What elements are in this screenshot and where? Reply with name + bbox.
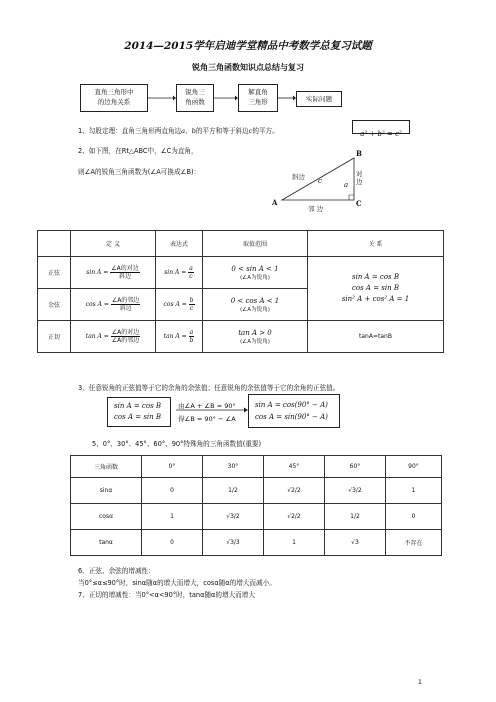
flow-box-4: 实际问题 xyxy=(296,91,342,107)
section-2-line2: 则∠A的锐角三角函数为(∠A可换成∠B)： xyxy=(78,168,201,176)
t1-def: sin A = $\frac{\text{∠A的对边}}{\text{斜边}}$ xyxy=(71,257,156,289)
t1-row-name: 余弦 xyxy=(38,289,71,321)
side-a: a xyxy=(344,181,349,189)
t1-def: cos A = $\frac{\text{∠A的邻边}}{\text{斜边}}$ xyxy=(71,289,156,321)
t2-cell: 1/2 xyxy=(203,478,264,504)
t2-row-name: sinα xyxy=(71,478,142,504)
complement-left-2: cos A = sin B xyxy=(114,413,162,421)
t2-cell: 1/2 xyxy=(325,504,386,530)
flow-box-3 xyxy=(238,84,278,112)
hyp-c: c xyxy=(318,177,322,185)
relation-4: tanA=tanB xyxy=(308,321,444,353)
t1-header-4: 关 系 xyxy=(308,231,444,257)
section-6-text: 当0°≤α≤90°时，sinα随α的增大而增大，cosα随α的增大而减小。 xyxy=(78,579,276,587)
triangle-diagram xyxy=(266,148,386,218)
opp-label xyxy=(356,170,363,186)
flow-box-1-line2: 的边角关系 xyxy=(97,98,131,106)
adj-label: 邻 边 xyxy=(308,205,324,213)
special-angle-table xyxy=(70,455,442,556)
t2-header-row xyxy=(71,456,442,478)
page-number: 1 xyxy=(417,678,422,686)
vertex-b: B xyxy=(356,149,362,158)
complement-box-right xyxy=(248,394,340,428)
t1-expr: tan A = $\frac{a}{b}$ xyxy=(156,321,203,353)
s1-text: 1、勾股定理：直角三角形两直角边 xyxy=(78,127,182,135)
s1-b: b xyxy=(191,127,196,135)
flow-arrow-3 xyxy=(278,94,296,102)
t2-row-tan xyxy=(71,530,442,556)
s1-sep: 、 xyxy=(185,127,192,135)
hyp-label: 斜边 xyxy=(292,173,305,181)
flow-box-3-line2: 三角形 xyxy=(248,98,268,106)
section-2-line1: 2、如下图，在Rt△ABC中，∠C为直角， xyxy=(78,147,198,155)
s1-mid: 的平方和等于斜边 xyxy=(195,127,249,135)
t2-cell: 0 xyxy=(142,478,203,504)
section-1 xyxy=(78,125,279,135)
section-5: 5、0°、30°、45°、60°、90°特殊角的三角函数值(重要) xyxy=(92,440,262,448)
page-subtitle: 锐角三角函数知识点总结与复习 xyxy=(192,63,304,72)
flow-box-3-line1: 解直角 xyxy=(248,88,268,96)
complement-mid-2: 得∠B = 90° − ∠A xyxy=(178,415,236,423)
t1-expr: sin A = $\frac{a}{c}$ xyxy=(156,257,203,289)
relation-2: cos A = sin B xyxy=(351,284,400,292)
section-6-title: 6、正弦、余弦的增减性： xyxy=(78,567,155,575)
pythagoras-formula-box xyxy=(352,120,410,138)
t1-expr: cos A = $\frac{b}{c}$ xyxy=(156,289,203,321)
t2-cell: √2/2 xyxy=(264,504,325,530)
t2-cell: 1 xyxy=(142,504,203,530)
complement-arrow xyxy=(176,406,248,414)
t2-row-name: tanα xyxy=(71,530,142,556)
t1-row-sin xyxy=(38,257,444,289)
complement-mid-1: 由∠A + ∠B = 90° xyxy=(178,402,236,410)
t2-header-5: 90° xyxy=(386,456,442,478)
t2-cell: 1 xyxy=(386,478,442,504)
flow-box-2 xyxy=(176,84,214,112)
section-3: 3、任意锐角的正弦值等于它的余角的余弦值；任意锐角的余弦值等于它的余角的正弦值。 xyxy=(78,384,340,392)
t2-header-0: 三角函数 xyxy=(71,456,142,478)
relation-3: sin² A + cos² A = 1 xyxy=(341,295,410,303)
t1-relations xyxy=(308,257,444,321)
t2-row-sin xyxy=(71,478,442,504)
flow-box-2-line1: 锐角三 xyxy=(185,88,205,96)
t2-header-4: 60° xyxy=(325,456,386,478)
flow-arrow-1 xyxy=(148,94,176,102)
t1-header-0 xyxy=(38,231,71,257)
section-7-text: 7、正切的增减性：当0°<α<90°时，tanα随α的增大而增大 xyxy=(78,591,255,599)
triangle-svg xyxy=(266,148,386,218)
t1-header-2: 表达式 xyxy=(156,231,203,257)
t2-cell: 1 xyxy=(264,530,325,556)
s1-c: c xyxy=(248,127,253,135)
t2-cell: 0 xyxy=(142,530,203,556)
vertex-c: C xyxy=(356,199,362,208)
t1-range: 0 < sin A < 1 (∠A为锐角) xyxy=(203,257,308,289)
t1-row-name: 正切 xyxy=(38,321,71,353)
t2-row-name: cosα xyxy=(71,504,142,530)
t2-cell: 不存在 xyxy=(386,530,442,556)
t2-header-3: 45° xyxy=(264,456,325,478)
t1-header-3: 取值范围 xyxy=(203,231,308,257)
s1-a: a xyxy=(181,127,186,135)
t2-row-cos xyxy=(71,504,442,530)
opp-label-2: 边 xyxy=(356,178,363,186)
t1-row-name: 正弦 xyxy=(38,257,71,289)
t2-cell: √2/2 xyxy=(264,478,325,504)
t2-cell: √3/2 xyxy=(325,478,386,504)
complement-right-2: cos A = sin(90° − A) xyxy=(255,413,328,421)
complement-left-1: sin A = cos B xyxy=(114,402,162,410)
flow-box-2-line2: 角函数 xyxy=(185,98,205,106)
opp-label-1: 对 xyxy=(356,170,363,178)
t2-cell: √3 xyxy=(325,530,386,556)
flow-box-1-line1: 直角三角形中 xyxy=(94,88,134,96)
complement-right-1: sin A = cos(90° − A) xyxy=(255,401,328,409)
flow-box-1 xyxy=(80,84,148,112)
pythagoras-formula: a² + b² = c² xyxy=(360,130,402,138)
t2-cell: 0 xyxy=(386,504,442,530)
t1-range: tan A > 0 (∠A为锐角) xyxy=(203,321,308,353)
t1-def: tan A = $\frac{\text{∠A的对边}}{\text{∠A的邻边}}$ xyxy=(71,321,156,353)
relation-1: sin A = cos B xyxy=(351,273,400,281)
t2-header-2: 30° xyxy=(203,456,264,478)
vertex-a: A xyxy=(272,198,278,207)
flow-arrow-2 xyxy=(214,94,238,102)
t1-range: 0 < cos A < 1 (∠A为锐角) xyxy=(203,289,308,321)
t2-header-1: 0° xyxy=(142,456,203,478)
trig-definition-table xyxy=(37,230,444,353)
s1-end: 的平方。 xyxy=(252,127,279,135)
flow-diagram xyxy=(80,84,380,116)
t2-cell: √3/3 xyxy=(203,530,264,556)
page-title: 2014—2015学年启迪学堂精品中考数学总复习试题 xyxy=(124,40,372,52)
t1-header-1: 定 义 xyxy=(71,231,156,257)
complement-box-left xyxy=(107,397,171,427)
t1-row-tan xyxy=(38,321,444,353)
t2-cell: √3/2 xyxy=(203,504,264,530)
